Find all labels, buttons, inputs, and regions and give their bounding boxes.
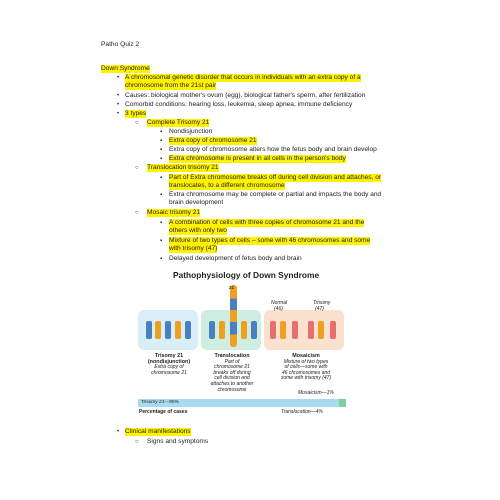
trisomy-caption-sub: (nondisjunction) — [147, 358, 191, 365]
bullet-comorbid: Comorbid conditions: hearing loss, leukemia, sleep apnea, immune deficiency — [125, 101, 353, 108]
square-bullet: ▪ — [160, 220, 163, 226]
complete-item: Extra copy of chromosome alters how the fetus body and brain develop — [169, 146, 377, 153]
mosaic-caption-desc: of cells—some with — [284, 364, 328, 371]
mosaic-caption-title: Mosaicism — [292, 353, 320, 359]
chromosome — [175, 321, 181, 339]
signs-and-symptoms: Signs and symptoms — [147, 438, 209, 445]
translocation-caption-desc: attaches to another — [210, 380, 254, 387]
trisomy-caption-desc: chromosome 21 — [151, 369, 187, 376]
translocation-item: Part of Extra chromosome breaks off during cell division and attaches, or — [169, 174, 382, 181]
bullet-dot: • — [117, 102, 120, 108]
figure-title: Pathophysiology of Down Syndrome — [173, 270, 320, 280]
chromosome-label: 21 — [229, 285, 235, 290]
trisomy-percent: Trisomy 21—95% — [141, 400, 179, 405]
chromosome — [209, 321, 215, 339]
trisomy-label: Trisomy — [313, 300, 331, 306]
chromosome — [308, 321, 314, 339]
bullet-definition-1: A chromosomal genetic disorder that occurs in individuals with an extra copy of a — [125, 74, 361, 81]
chromosome — [292, 321, 298, 339]
square-bullet: ▪ — [160, 256, 163, 262]
square-bullet: ▪ — [160, 175, 163, 181]
translocated-chromosome — [230, 285, 237, 347]
trisomy-count: (47) — [315, 306, 324, 312]
bullet-definition-2: chromosome from the 21st pair — [125, 82, 217, 89]
percentage-bar-translocation — [339, 399, 346, 407]
mosaicism-percent: Mosaicism—1% — [298, 390, 334, 396]
clinical-manifestations: Clinical manifestations — [125, 428, 191, 435]
chromosome — [219, 321, 225, 339]
chromosome — [270, 321, 276, 339]
bullet-dot: • — [117, 75, 120, 81]
translocation-heading: Translocation trisomy 21 — [147, 164, 219, 171]
mosaic-item: with trisomy (47) — [169, 245, 218, 252]
square-bullet: ▪ — [160, 129, 163, 135]
chromosome — [241, 321, 247, 339]
complete-trisomy-heading: Complete Trisomy 21 — [147, 119, 210, 126]
chromosome — [165, 321, 171, 339]
quiz-title: Patho Quiz 2 — [101, 41, 140, 48]
translocation-caption-desc: cell division and — [214, 375, 250, 382]
section-heading: Down Syndrome — [101, 65, 150, 72]
translocation-item: translocates, to a different chromosome — [169, 182, 285, 189]
bullet-causes: Causes: biological mother's ovum (egg), biological father's sperm, after fertilization — [125, 92, 366, 99]
translocation-caption-desc: chromosome — [217, 386, 247, 393]
percentage-of-cases-label: Percentage of cases — [139, 409, 188, 415]
chromosome — [330, 321, 336, 339]
trisomy-caption-desc: Extra copy of — [154, 364, 184, 371]
translocation-caption-desc: Part of — [224, 358, 240, 365]
bullet-dot: • — [117, 429, 120, 435]
mosaic-panel — [264, 310, 344, 350]
pathophysiology-figure — [135, 270, 360, 417]
square-bullet: ▪ — [160, 147, 163, 153]
chromosome — [251, 321, 257, 339]
translocation-item: Extra chromosome may be complete or partial and impacts the body and — [169, 191, 382, 198]
trisomy-caption — [138, 354, 200, 376]
bullet-3-types: 3 types — [125, 110, 147, 117]
mosaic-heading: Mosaic trisomy 21 — [147, 209, 201, 216]
translocation-percent: Translocation—4% — [281, 409, 323, 415]
chromosome — [280, 321, 286, 339]
trisomy-panel — [138, 310, 198, 350]
square-bullet: ▪ — [160, 192, 163, 198]
bullet-dot: • — [117, 111, 120, 117]
mosaic-caption-desc: 46 chromosomes and — [281, 369, 331, 376]
circle-bullet: ○ — [135, 210, 139, 216]
mosaic-item: A combination of cells with three copies of chromosome 21 and the — [169, 219, 365, 226]
chromosome — [318, 321, 324, 339]
mosaic-item: Mixture of two types of cells – some with 46 chromosomes and some — [169, 237, 371, 244]
complete-item: Extra chromosome is present in all cells in the person's body — [169, 155, 346, 162]
chromosome — [185, 321, 191, 339]
mosaic-item: Delayed development of fetus body and brain — [169, 255, 302, 262]
normal-count: (46) — [274, 306, 283, 312]
square-bullet: ▪ — [160, 156, 163, 162]
complete-item: Nondisjunction — [169, 128, 213, 135]
chromosome — [155, 321, 161, 339]
translocation-caption-desc: chromosome 21 — [214, 364, 250, 371]
mosaic-item: others with only two — [169, 227, 227, 234]
complete-item: Extra copy of chromosome 21 — [169, 137, 257, 144]
bullet-dot: • — [117, 93, 120, 99]
circle-bullet: ○ — [135, 165, 139, 171]
mosaic-caption-desc: Mixture of two types — [283, 358, 329, 365]
circle-bullet: ○ — [135, 120, 139, 126]
chromosome — [146, 321, 152, 339]
square-bullet: ▪ — [160, 238, 163, 244]
circle-bullet: ○ — [135, 439, 139, 445]
translocation-caption-title: Translocation — [214, 353, 250, 359]
translocation-caption-desc: breaks off during — [213, 369, 251, 376]
mosaic-caption — [266, 354, 346, 382]
translocation-item: brain development — [169, 199, 224, 206]
square-bullet: ▪ — [160, 138, 163, 144]
translocation-caption — [201, 354, 263, 393]
mosaic-caption-desc: some with trisomy (47) — [280, 375, 332, 382]
normal-label: Normal — [271, 300, 288, 306]
trisomy-caption-title: Trisomy 21 — [154, 353, 184, 359]
